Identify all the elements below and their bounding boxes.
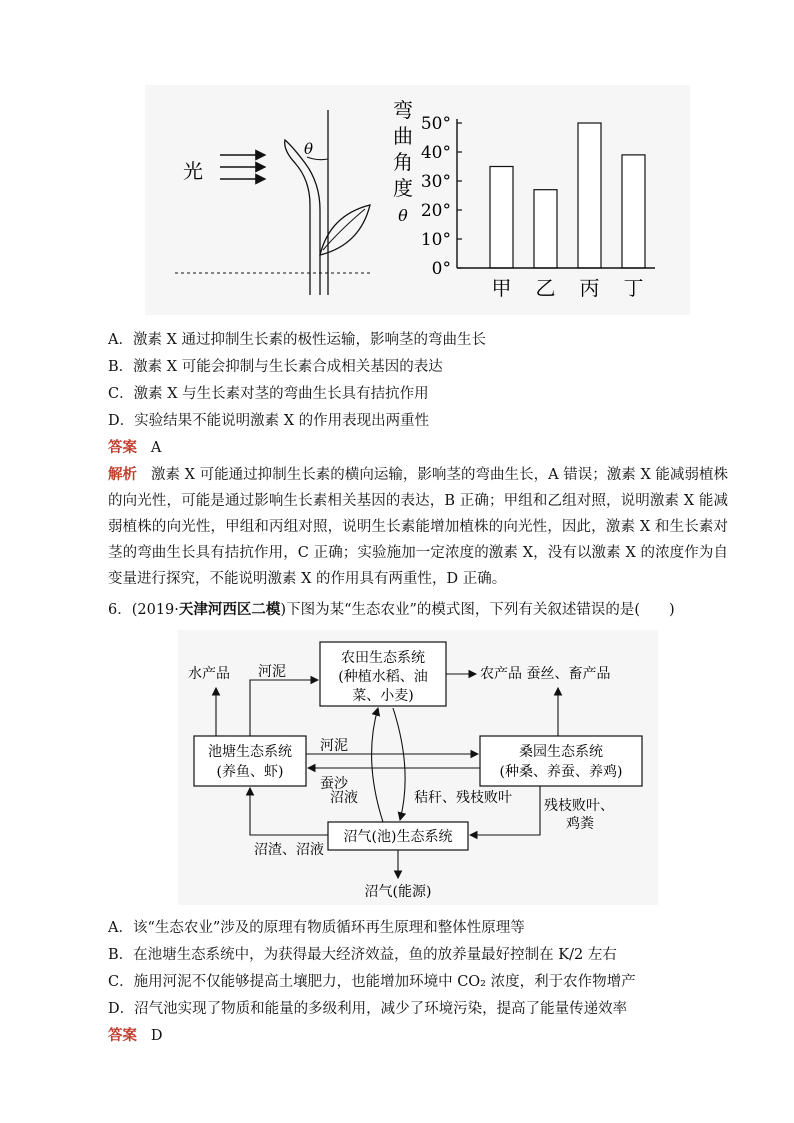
y-ticks bbox=[421, 114, 462, 279]
q5-answer-line bbox=[108, 438, 161, 458]
answer-value: D bbox=[150, 1028, 163, 1044]
q5-analysis bbox=[108, 462, 728, 592]
analysis-label: 解析 bbox=[108, 466, 138, 483]
svg-text:池塘生态系统: 池塘生态系统 bbox=[208, 744, 292, 760]
svg-text:(种植水稻、油: (种植水稻、油 bbox=[338, 669, 428, 685]
x-tick-label: 丁 bbox=[623, 276, 644, 300]
svg-text:农田生态系统: 农田生态系统 bbox=[341, 650, 425, 666]
water-products-label: 水产品 bbox=[188, 666, 230, 682]
y-tick-label: 50° bbox=[420, 114, 451, 134]
svg-text:(养鱼、虾): (养鱼、虾) bbox=[216, 764, 284, 780]
svg-text:桑园生态系统: 桑园生态系统 bbox=[519, 744, 603, 760]
q6-option-a: A．该“生态农业”涉及的原理有物质循环再生原理和整体性原理等 bbox=[108, 920, 525, 936]
y-label-char: 度 bbox=[393, 176, 413, 200]
y-label-char: 曲 bbox=[393, 124, 413, 148]
bars bbox=[490, 123, 645, 268]
straw-label: 秸秆、残枝败叶 bbox=[414, 790, 512, 806]
residue-liquid-label: 沼渣、沼液 bbox=[254, 842, 324, 858]
q5-option-b: B．激素 X 可能会抑制与生长素合成相关基因的表达 bbox=[108, 359, 443, 375]
x-ticks bbox=[492, 276, 644, 300]
bar-2 bbox=[534, 190, 557, 268]
y-label-char: θ bbox=[398, 206, 408, 225]
river-mud-label-middle: 河泥 bbox=[320, 738, 348, 754]
river-mud-label-top: 河泥 bbox=[258, 664, 286, 680]
analysis-text: 激素 X 可能通过抑制生长素的横向运输，影响茎的弯曲生长，A 错误；激素 X 能减弱植株的向光性，可能是通过影响生长素相关基因的表达，B 正确；甲组和乙组对照，说明激素 X 能减弱植株的向光性，甲组和丙组对照，说明生长素能增加植株的向光性，因此，激素 X 和生长素对茎的弯曲生长具有拮抗作用，C 正确；实验施加一定浓度的激素 X，没有以激素 X 的浓度作为自变量进行探究，不能说明激素 X 的作用具有两重性，D 正确。 bbox=[108, 467, 729, 587]
biogas-energy-label: 沼气(能源) bbox=[364, 884, 432, 900]
plant-diagram bbox=[145, 85, 405, 315]
light-label: 光 bbox=[183, 159, 203, 183]
y-label-char: 角 bbox=[393, 150, 413, 174]
y-tick-label: 30° bbox=[420, 172, 451, 192]
q6-stem: 6．(2019·天津河西区二模)下图为某“生态农业”的模式图，下列有关叙述错误的是( ) bbox=[108, 601, 675, 618]
agri-products-label: 农产品 蚕丝、畜产品 bbox=[480, 666, 611, 682]
svg-text:沼气(池)生态系统: 沼气(池)生态系统 bbox=[343, 829, 453, 845]
x-tick-label: 丙 bbox=[579, 276, 600, 300]
svg-text:(种桑、养蚕、养鸡): (种桑、养蚕、养鸡) bbox=[499, 764, 623, 780]
y-tick-label: 10° bbox=[420, 230, 451, 250]
bar-3 bbox=[578, 123, 601, 268]
y-tick-label: 0° bbox=[431, 259, 451, 279]
residue-label-bottom: 鸡粪 bbox=[566, 816, 594, 832]
svg-text:菜、小麦): 菜、小麦) bbox=[352, 688, 414, 704]
q5-option-a: A．激素 X 通过抑制生长素的极性运输，影响茎的弯曲生长 bbox=[108, 332, 487, 348]
y-tick-label: 40° bbox=[420, 143, 451, 163]
y-axis-label bbox=[393, 98, 413, 225]
biogas-liquid-label: 沼液 bbox=[330, 790, 358, 806]
x-tick-label: 甲 bbox=[491, 276, 512, 300]
q6-source: 天津河西区二模 bbox=[178, 601, 281, 618]
silkworm-sand-label: 蚕沙 bbox=[320, 776, 348, 792]
q6-option-d: D．沼气池实现了物质和能量的多级利用，减少了环境污染，提高了能量传递效率 bbox=[108, 1001, 628, 1017]
bar-4 bbox=[622, 155, 645, 268]
q6-option-c: C．施用河泥不仅能够提高土壤肥力，也能增加环境中 CO₂ 浓度，利于农作物增产 bbox=[108, 974, 636, 990]
bar-1 bbox=[490, 167, 513, 269]
x-tick-label: 乙 bbox=[535, 276, 556, 300]
plant-stem bbox=[285, 140, 320, 295]
y-label-char: 弯 bbox=[393, 98, 413, 122]
answer-value: A bbox=[150, 440, 162, 456]
residue-label-top: 残枝败叶、 bbox=[544, 798, 614, 814]
q5-option-d: D．实验结果不能说明激素 X 的作用表现出两重性 bbox=[108, 413, 430, 429]
answer-label: 答案 bbox=[108, 1027, 137, 1044]
bar-chart bbox=[385, 85, 690, 315]
theta-label: θ bbox=[304, 140, 314, 158]
q5-option-c: C．激素 X 与生长素对茎的弯曲生长具有拮抗作用 bbox=[108, 386, 429, 402]
q6-answer-line bbox=[108, 1026, 162, 1046]
q6-option-b: B．在池塘生态系统中，为获得最大经济效益，鱼的放养量最好控制在 K/2 左右 bbox=[108, 947, 617, 963]
answer-label: 答案 bbox=[108, 439, 137, 456]
y-tick-label: 20° bbox=[420, 201, 451, 221]
eco-agriculture-diagram bbox=[178, 630, 658, 905]
